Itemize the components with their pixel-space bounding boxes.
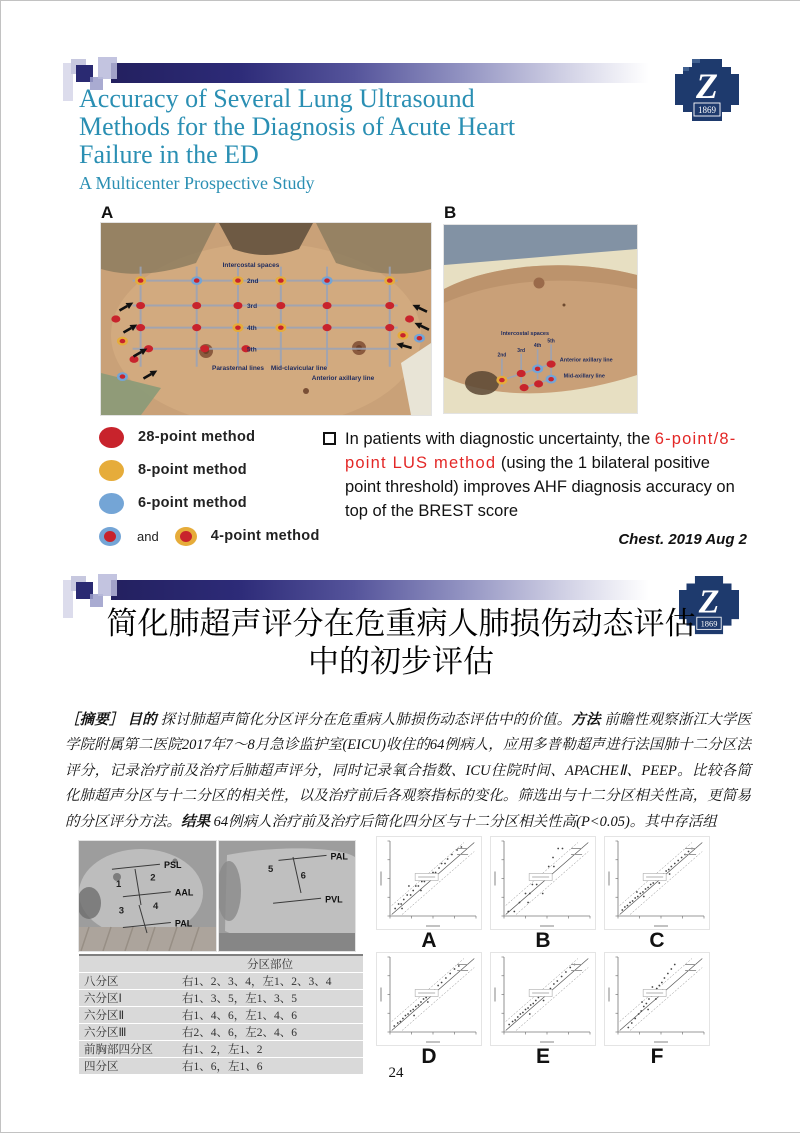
abstract-segment: 目的: [127, 711, 157, 728]
zone-photo-front: [79, 841, 216, 951]
legend-item: [99, 425, 331, 449]
title-line: Methods for the Diagnosis of Acute Heart: [79, 112, 516, 141]
svg-text:PAL: PAL: [330, 851, 348, 862]
table-cell: 前胸部四分区: [79, 1041, 177, 1058]
scatter-panel-label: F: [650, 1045, 664, 1068]
legend-item-label: 8-point method: [138, 462, 247, 478]
bullet-text: [345, 427, 749, 523]
legend-blue-red-dot-icon: [99, 527, 121, 546]
legend-red-dot-icon: [99, 427, 124, 448]
legend-blue-dot-icon: [99, 493, 124, 514]
table-header-cell: [79, 955, 177, 973]
svg-text:2nd: 2nd: [497, 352, 507, 359]
table-cell: 右1、6，左1、6: [177, 1058, 363, 1075]
table-cell: 右1、3、5，左1、3、5: [177, 990, 363, 1007]
svg-text:Intercostal spaces: Intercostal spaces: [222, 262, 280, 269]
scatter-panel-d: [377, 953, 481, 1069]
table-cell: 右1、2，左1、2: [177, 1041, 363, 1058]
scatter-panel-label: B: [535, 929, 551, 952]
zone-table: [79, 954, 363, 1075]
title-line: 中的初步评估: [308, 644, 494, 679]
svg-text:3rd: 3rd: [246, 303, 258, 311]
svg-text:4th: 4th: [533, 343, 542, 350]
svg-text:2nd: 2nd: [246, 278, 259, 286]
table-cell: 右1、2、3、4，左1、2、3、4: [177, 973, 363, 990]
table-row: [79, 1041, 363, 1058]
legend-and-text: and: [137, 528, 159, 544]
abstract-segment: 方法: [571, 711, 601, 728]
figure-b-label: B: [444, 203, 457, 222]
svg-text:5th: 5th: [547, 338, 555, 345]
svg-text:Anterior axillary line: Anterior axillary line: [559, 357, 613, 364]
scatter-panel-label: A: [421, 929, 437, 952]
figure-b-photo: [444, 225, 637, 413]
table-cell: 右1、4、6，左1、4、6: [177, 1007, 363, 1024]
citation: Chest. 2019 Aug 2: [618, 531, 747, 548]
scatter-panel-label: C: [649, 929, 665, 952]
legend-item: [99, 491, 331, 515]
decoration-square: [98, 57, 117, 79]
gradient-bar: [111, 580, 689, 600]
svg-text:5: 5: [267, 863, 274, 875]
abstract-segment: 64例病人治疗前及治疗后简化四分区与十二分区相关性高(P<0.05)。其中存活组: [210, 813, 717, 830]
abstract-segment: 结果: [181, 813, 210, 830]
bullet-post: (using the 1 bilateral positive point threshold) improves AHF diagnosis accuracy on top of the BREST score: [345, 454, 735, 520]
legend-item-label: 4-point method: [210, 528, 320, 544]
logo-year: 1869: [700, 618, 718, 629]
bullet-pre: In patients with diagnostic uncertainty, the: [345, 430, 655, 448]
slide1-subtitle: A Multicenter Prospective Study: [79, 173, 315, 193]
title-line: Accuracy of Several Lung Ultrasound: [79, 84, 475, 113]
scatter-panel-e: [491, 953, 595, 1069]
table-cell: 六分区Ⅱ: [79, 1007, 177, 1024]
legend: [99, 425, 331, 548]
slide1-title: [79, 85, 659, 169]
abstract-segment: 探讨肺超声简化分区评分在危重病人肺损伤动态评估中的价值。: [156, 711, 572, 728]
square-bullet-icon: [323, 432, 336, 445]
table-cell: 右2、4、6，左2、4、6: [177, 1024, 363, 1041]
svg-text:Anterior axillary line: Anterior axillary line: [311, 375, 375, 382]
logo-year: 1869: [698, 105, 716, 115]
svg-text:PVL: PVL: [325, 894, 343, 905]
svg-text:Parasternal lines: Parasternal lines: [211, 365, 265, 372]
svg-text:PAL: PAL: [174, 918, 193, 929]
table-row: [79, 973, 363, 990]
scatter-panel-b: [491, 837, 595, 953]
gradient-bar: [111, 63, 689, 83]
abstract-paragraph: [65, 708, 751, 836]
table-cell: 四分区: [79, 1058, 177, 1075]
table-header-row: [79, 955, 363, 973]
scatter-plot: [491, 837, 595, 929]
title-line: 简化肺超声评分在危重病人肺损伤动态评估: [106, 606, 696, 641]
table-row: [79, 1007, 363, 1024]
logo-letter: Z: [696, 66, 718, 106]
scatter-plot: [491, 953, 595, 1045]
svg-text:3: 3: [118, 905, 125, 917]
table-cell: 八分区: [79, 973, 177, 990]
svg-text:2: 2: [150, 872, 156, 884]
table-row: [79, 1024, 363, 1041]
scatter-panel-c: [605, 837, 709, 953]
scatter-plot: [377, 953, 481, 1045]
page-number: 24: [388, 1065, 404, 1081]
slide2-title: [1, 605, 800, 681]
svg-text:AAL: AAL: [174, 887, 194, 898]
zone-photo-back: [219, 841, 355, 951]
svg-text:Intercostal spaces: Intercostal spaces: [501, 330, 550, 337]
hospital-logo: [673, 58, 741, 122]
svg-text:4: 4: [152, 901, 159, 913]
scatter-plot: [605, 953, 709, 1045]
svg-text:6: 6: [300, 870, 306, 882]
bullet-highlight: 6-point/8-point LUS method: [345, 430, 737, 472]
svg-text:PSL: PSL: [163, 860, 182, 871]
legend-item-label: 6-point method: [138, 495, 247, 511]
table-cell: 六分区Ⅰ: [79, 990, 177, 1007]
abstract-segment: ［摘要］: [65, 711, 128, 728]
legend-yellow-dot-icon: [99, 460, 124, 481]
svg-text:Mid-clavicular line: Mid-clavicular line: [270, 365, 328, 372]
decoration-square: [98, 574, 117, 596]
svg-text:Mid-axillary line: Mid-axillary line: [563, 373, 605, 380]
svg-text:4th: 4th: [246, 325, 257, 333]
abstract-segment: 前瞻性观察浙江大学医学院附属第二医院2017年7～8月急诊监护室(EICU)收住的64例病人，应用多普勒超声进行法国肺十二分区法评分，记录治疗前及治疗后肺超声评分，同时记录氧合指数、ICU住院时间、APACHEⅡ、PEEP。比较各简化肺超声分区与十二分区的相关性，以及治疗前后各观察指标的变化。筛选出与十二分区相关性高，更简易的分区评分方法。: [65, 711, 752, 830]
legend-item-label: 28-point method: [138, 429, 256, 445]
table-row: [79, 990, 363, 1007]
scatter-panel-a: [377, 837, 481, 953]
bullet-item: [323, 427, 749, 523]
table-header-cell: 分区部位: [177, 955, 363, 973]
title-line: Failure in the ED: [79, 140, 259, 169]
scatter-plot: [377, 837, 481, 929]
svg-text:1: 1: [115, 879, 122, 891]
legend-item: [99, 524, 331, 548]
legend-yellow-red-dot-icon: [175, 527, 197, 546]
figure-a-photo: [101, 223, 431, 415]
scatter-plot: [605, 837, 709, 929]
legend-item: [99, 458, 331, 482]
figure-a-label: A: [101, 203, 114, 222]
table-cell: 六分区Ⅲ: [79, 1024, 177, 1041]
scatter-panel-f: [605, 953, 709, 1069]
svg-text:5th: 5th: [246, 346, 257, 354]
scatter-plot-grid: [377, 837, 711, 1069]
scatter-panel-label: E: [535, 1045, 550, 1068]
svg-text:3rd: 3rd: [517, 347, 526, 354]
scatter-panel-label: D: [421, 1045, 437, 1068]
logo-letter: Z: [698, 583, 720, 621]
